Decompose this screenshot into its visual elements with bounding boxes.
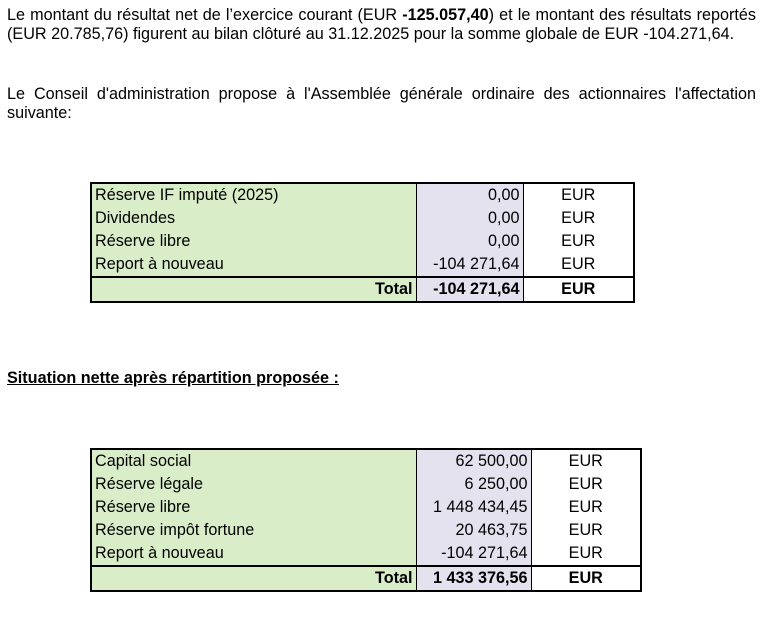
- row-label: Dividendes: [91, 207, 416, 230]
- total-amount: 1 433 376,56: [416, 566, 531, 591]
- table-row: [91, 496, 641, 519]
- row-currency: EUR: [523, 183, 634, 207]
- table-row: [91, 230, 634, 253]
- table-row: [91, 542, 641, 566]
- row-label: Réserve libre: [91, 230, 416, 253]
- allocation-table: [90, 182, 635, 303]
- table-row: [91, 519, 641, 542]
- row-amount: -104 271,64: [416, 542, 531, 566]
- table-row: [91, 253, 634, 277]
- table-row: [91, 207, 634, 230]
- row-amount: -104 271,64: [416, 253, 523, 277]
- row-label: Réserve légale: [91, 473, 416, 496]
- total-currency: EUR: [523, 277, 634, 302]
- row-currency: EUR: [523, 207, 634, 230]
- row-label: Report à nouveau: [91, 542, 416, 566]
- table-row: [91, 183, 634, 207]
- row-amount: 62 500,00: [416, 449, 531, 473]
- net-position-heading: Situation nette après répartition proposée :: [7, 369, 339, 387]
- row-currency: EUR: [531, 449, 641, 473]
- row-label: Réserve libre: [91, 496, 416, 519]
- row-currency: EUR: [531, 473, 641, 496]
- total-label: Total: [91, 277, 416, 302]
- net-result-amount: -125.057,40: [402, 6, 489, 24]
- row-currency: EUR: [531, 496, 641, 519]
- intro-paragraph-result: [7, 6, 756, 44]
- total-label: Total: [91, 566, 416, 591]
- row-currency: EUR: [531, 519, 641, 542]
- row-label: Report à nouveau: [91, 253, 416, 277]
- net-position-table: [90, 448, 642, 592]
- row-amount: 6 250,00: [416, 473, 531, 496]
- row-amount: 1 448 434,45: [416, 496, 531, 519]
- intro-text-start: Le montant du résultat net de l’exercice courant (EUR: [7, 6, 403, 24]
- table-row: [91, 473, 641, 496]
- row-amount: 0,00: [416, 230, 523, 253]
- table-row: [91, 449, 641, 473]
- row-label: Réserve IF imputé (2025): [91, 183, 416, 207]
- total-amount: -104 271,64: [416, 277, 523, 302]
- row-currency: EUR: [531, 542, 641, 566]
- row-amount: 0,00: [416, 207, 523, 230]
- intro-paragraph-proposal: Le Conseil d'administration propose à l'Assemblée générale ordinaire des actionnaires l'affectation suivante:: [7, 85, 756, 122]
- total-row: [91, 277, 634, 302]
- row-currency: EUR: [523, 253, 634, 277]
- total-row: [91, 566, 641, 591]
- row-currency: EUR: [523, 230, 634, 253]
- total-currency: EUR: [531, 566, 641, 591]
- row-label: Capital social: [91, 449, 416, 473]
- intro-text-end: ) et le montant des résultats reportés (EUR 20.785,76) figurent au bilan clôturé au 31.12.2025 pour la somme globale de EUR -104.271,64.: [7, 6, 757, 43]
- row-amount: 0,00: [416, 183, 523, 207]
- row-amount: 20 463,75: [416, 519, 531, 542]
- row-label: Réserve impôt fortune: [91, 519, 416, 542]
